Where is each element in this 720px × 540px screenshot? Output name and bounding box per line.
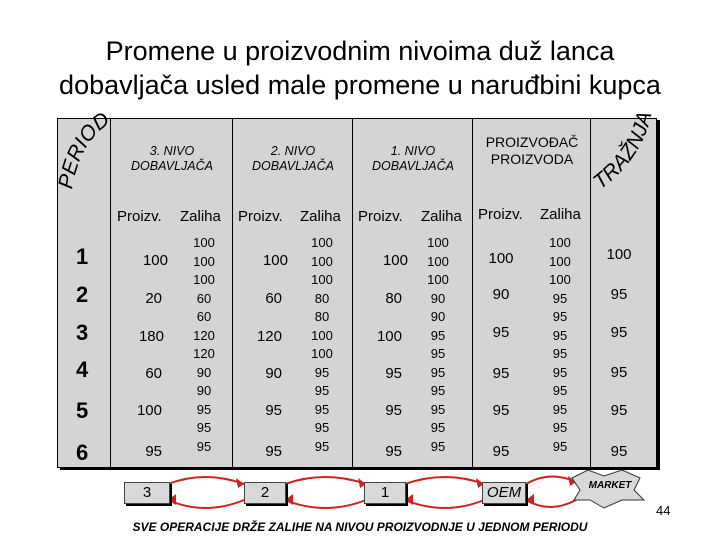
level3-zaliha-cell: 60 xyxy=(196,290,212,306)
arrow-2-to-1-top xyxy=(285,477,366,484)
manufacturer-zaliha-cell: 95 xyxy=(552,364,568,380)
level1-zaliha-cell: 95 xyxy=(430,401,446,417)
level2-proizv-cell: 60 xyxy=(265,290,282,307)
level2-proizv-cell: 90 xyxy=(265,365,282,382)
level2-zaliha-cell: 95 xyxy=(314,364,330,380)
manufacturer-proizv-cell: 95 xyxy=(492,402,510,419)
manufacturer-proizv-cell: 95 xyxy=(492,443,510,460)
level3-zaliha-cell: 95 xyxy=(196,420,212,435)
manufacturer-name-line1: PROIZVOĐAČ xyxy=(485,134,579,150)
level2-zaliha-cell: 80 xyxy=(314,290,330,306)
arrow-head xyxy=(526,494,534,505)
level2-zaliha-cell: 100 xyxy=(311,253,333,269)
level1-proizv-cell: 95 xyxy=(385,402,402,419)
level2-zaliha-cell: 100 xyxy=(311,235,333,250)
level3-zaliha-cell: 120 xyxy=(193,327,215,343)
demand-cell: 95 xyxy=(610,324,628,341)
manufacturer-zaliha-column xyxy=(536,234,584,456)
level1-zaliha-cell: 95 xyxy=(430,364,446,380)
chain-node-level1: 1 xyxy=(364,482,406,504)
demand-path-text: TRAŽNJA xyxy=(588,108,657,194)
level3-zaliha-cell: 100 xyxy=(193,272,215,287)
manufacturer-proizv-cell: 95 xyxy=(492,324,510,341)
demand-label xyxy=(589,109,657,194)
level1-zaliha-cell: 100 xyxy=(427,253,449,269)
manufacturer-zaliha-cell: 100 xyxy=(549,272,571,287)
level1-proizv-cell: 100 xyxy=(376,328,402,345)
arrow-head xyxy=(285,494,293,505)
manufacturer-zaliha-cell: 95 xyxy=(552,401,568,417)
level1-name-line2: DOBAVLJAČA xyxy=(372,159,454,173)
level1-zaliha-cell: 100 xyxy=(427,272,449,287)
level2-zaliha-cell: 100 xyxy=(311,327,333,343)
arrow-head xyxy=(405,494,413,505)
level2-proizv-cell: 120 xyxy=(256,328,282,345)
arrow-2-to-3-bottom xyxy=(168,500,244,508)
period-number: 6 xyxy=(76,440,89,465)
arrow-oem-to-1-bottom xyxy=(405,500,484,508)
period-number: 5 xyxy=(76,398,89,423)
manufacturer-zaliha-cell: 95 xyxy=(552,309,568,324)
level2-proizv-cell: 95 xyxy=(265,402,282,419)
manufacturer-header xyxy=(474,134,590,168)
chain-node-market: MARKET xyxy=(588,480,632,491)
demand-cell: 100 xyxy=(606,246,632,263)
level3-proizv-cell: 60 xyxy=(145,365,162,382)
level1-proizv-cell: 95 xyxy=(385,443,402,460)
level2-header xyxy=(234,144,352,174)
level1-zaliha-cell: 95 xyxy=(430,346,446,361)
level3-proizv-label: Proizv. xyxy=(117,208,162,225)
arrow-3-to-2-top xyxy=(168,477,244,484)
level1-header xyxy=(354,144,472,174)
manufacturer-zaliha-cell: 100 xyxy=(549,253,571,269)
manufacturer-zaliha-cell: 95 xyxy=(552,383,568,398)
manufacturer-proizv-cell: 100 xyxy=(488,250,514,267)
level3-zaliha-cell: 60 xyxy=(196,309,212,324)
demand-cell: 95 xyxy=(610,364,628,381)
chain-node-oem: OEM xyxy=(482,482,526,504)
manufacturer-zaliha-cell: 95 xyxy=(552,346,568,361)
level2-zaliha-cell: 100 xyxy=(311,346,333,361)
level2-proizv-cell: 100 xyxy=(262,252,288,269)
manufacturer-proizv-label: Proizv. xyxy=(478,206,523,223)
level1-zaliha-cell: 90 xyxy=(430,290,446,306)
level1-zaliha-cell: 100 xyxy=(427,235,449,250)
level1-zaliha-label: Zaliha xyxy=(421,208,462,225)
chain-node-level3: 3 xyxy=(124,482,170,504)
level1-zaliha-cell: 95 xyxy=(430,420,446,435)
level2-zaliha-cell: 80 xyxy=(314,309,330,324)
period-number: 3 xyxy=(76,320,89,345)
manufacturer-proizv-cell: 90 xyxy=(492,286,510,303)
period-path-text: PERIOD xyxy=(54,107,114,191)
level3-proizv-cell: 180 xyxy=(138,328,164,345)
level1-zaliha-cell: 95 xyxy=(430,383,446,398)
level3-zaliha-cell: 90 xyxy=(196,364,212,380)
level3-name-line2: DOBAVLJAČA xyxy=(131,159,213,173)
level3-zaliha-column xyxy=(180,234,228,456)
arrow-1-to-oem-top xyxy=(405,477,484,484)
level2-zaliha-cell: 95 xyxy=(314,401,330,417)
demand-cell: 95 xyxy=(610,443,628,460)
level1-proizv-cell: 100 xyxy=(382,252,408,269)
level3-proizv-cell: 100 xyxy=(142,252,168,269)
level3-zaliha-cell: 100 xyxy=(193,235,215,250)
period-number: 2 xyxy=(76,282,89,307)
period-label xyxy=(54,108,114,191)
manufacturer-zaliha-cell: 100 xyxy=(549,235,571,250)
level2-zaliha-column xyxy=(298,234,346,456)
manufacturer-name-line2: PROIZVODA xyxy=(490,151,574,167)
level3-proizv-cell: 100 xyxy=(136,402,162,419)
level3-proizv-cell: 20 xyxy=(145,290,162,307)
level3-name-line1: 3. NIVO xyxy=(149,144,195,158)
level3-zaliha-label: Zaliha xyxy=(180,208,221,225)
manufacturer-proizv-cell: 95 xyxy=(492,365,510,382)
manufacturer-zaliha-label: Zaliha xyxy=(540,206,581,223)
title-line-1: Promene u proizvodnim nivoima duž lanca xyxy=(105,36,615,66)
level1-name-line1: 1. NIVO xyxy=(390,144,436,158)
level3-zaliha-cell: 90 xyxy=(196,383,212,398)
footer-note: SVE OPERACIJE DRŽE ZALIHE NA NIVOU PROIZVODNJE U JEDNOM PERIODU xyxy=(132,520,588,534)
period-number: 1 xyxy=(76,244,89,269)
level2-proizv-cell: 95 xyxy=(265,443,282,460)
level1-proizv-label: Proizv. xyxy=(358,208,403,225)
arrow-1-to-2-bottom xyxy=(285,500,366,508)
manufacturer-zaliha-cell: 95 xyxy=(552,438,568,454)
demand-cell: 95 xyxy=(610,402,628,419)
level2-zaliha-label: Zaliha xyxy=(300,208,341,225)
manufacturer-zaliha-cell: 95 xyxy=(552,327,568,343)
level3-zaliha-cell: 100 xyxy=(193,253,215,269)
level3-zaliha-cell: 95 xyxy=(196,438,212,454)
level2-zaliha-cell: 100 xyxy=(311,272,333,287)
level1-proizv-cell: 95 xyxy=(385,365,402,382)
level3-proizv-cell: 95 xyxy=(145,443,162,460)
period-number: 4 xyxy=(76,357,89,382)
chain-node-level2: 2 xyxy=(244,482,286,504)
manufacturer-zaliha-cell: 95 xyxy=(552,290,568,306)
level2-zaliha-cell: 95 xyxy=(314,420,330,435)
demand-cell: 95 xyxy=(610,286,628,303)
level2-zaliha-cell: 95 xyxy=(314,438,330,454)
level3-zaliha-cell: 95 xyxy=(196,401,212,417)
level1-zaliha-cell: 90 xyxy=(430,309,446,324)
manufacturer-zaliha-cell: 95 xyxy=(552,420,568,435)
page-number: 44 xyxy=(656,503,671,518)
level1-zaliha-column xyxy=(414,234,462,456)
level3-header xyxy=(112,144,232,174)
level2-proizv-label: Proizv. xyxy=(238,208,283,225)
level1-zaliha-cell: 95 xyxy=(430,438,446,454)
level1-zaliha-cell: 95 xyxy=(430,327,446,343)
title-line-2: dobavljača usled male promene u naruđbini kupca xyxy=(59,70,661,100)
level2-zaliha-cell: 95 xyxy=(314,383,330,398)
level3-zaliha-cell: 120 xyxy=(193,346,215,361)
level2-name-line2: DOBAVLJAČA xyxy=(252,159,334,173)
level1-proizv-cell: 80 xyxy=(385,290,402,307)
level2-name-line1: 2. NIVO xyxy=(270,144,316,158)
